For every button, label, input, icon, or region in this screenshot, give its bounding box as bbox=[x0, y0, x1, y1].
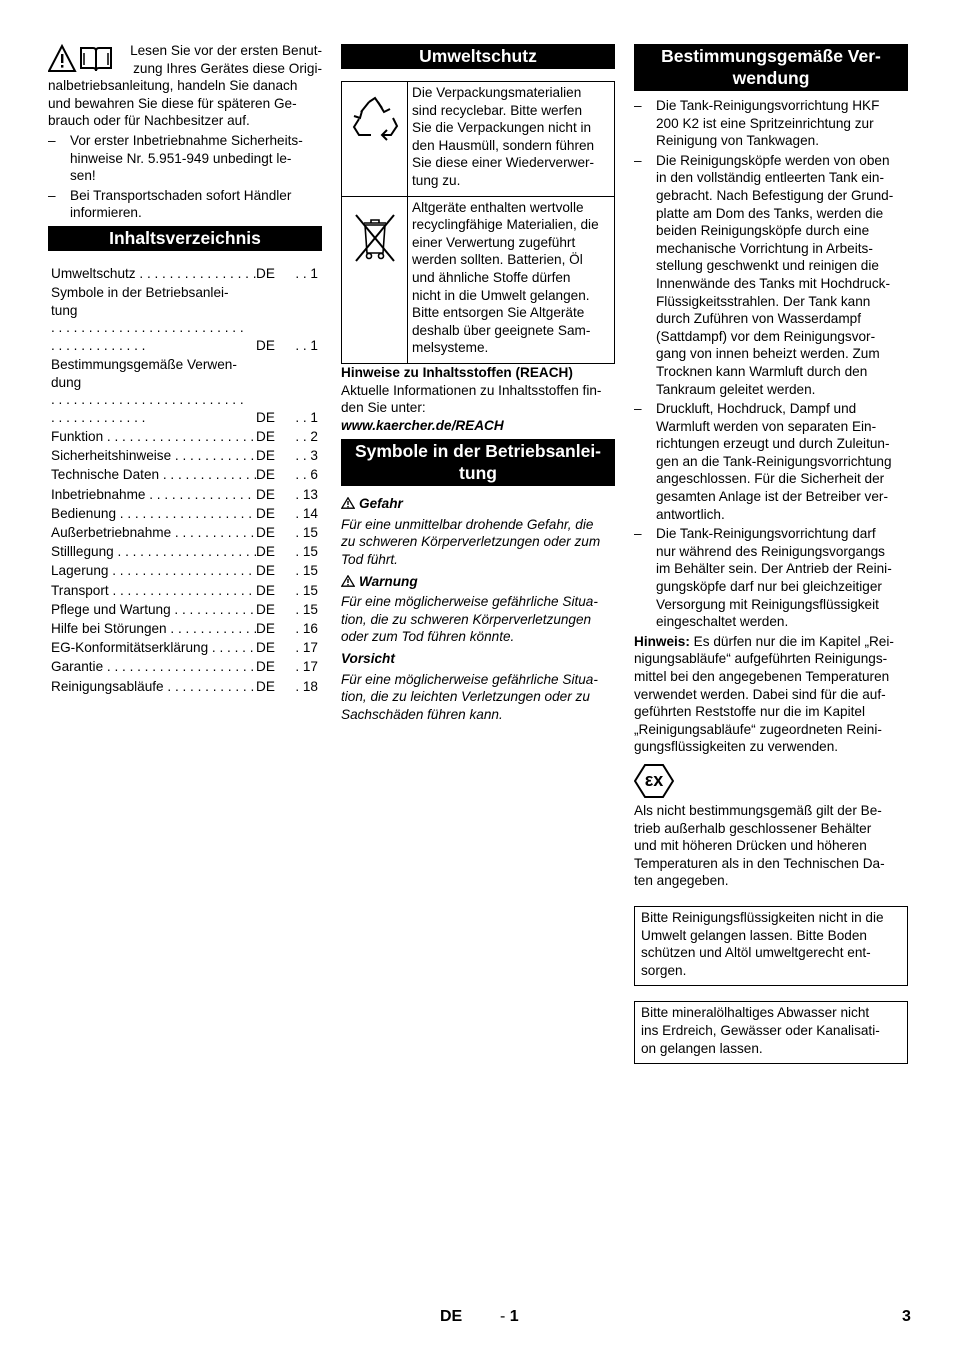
toc-title: Reinigungsabläufe . . . bbox=[51, 678, 256, 696]
toc-page: . 15 bbox=[295, 601, 318, 617]
toc-lang: DE bbox=[256, 525, 275, 540]
toc-lang: DE bbox=[256, 448, 275, 464]
toc-entry-bedienung[interactable] bbox=[51, 505, 318, 523]
intro-text: Lesen Sie vor der ersten Benut- zung Ihres Gerätes diese Origi- bbox=[130, 43, 322, 76]
caution-label: Vorsicht bbox=[341, 651, 395, 667]
list-item: – Bei Transportschaden sofort Händler informieren. bbox=[48, 187, 322, 222]
intro-bullets bbox=[48, 132, 322, 222]
reach-title: Hinweise zu Inhaltsstoffen (REACH) bbox=[341, 364, 573, 380]
toc-entry-symbole[interactable] bbox=[51, 284, 318, 354]
toc-entry-garantie[interactable] bbox=[51, 658, 318, 676]
hint-paragraph: Hinweis: Es dürfen nur die im Kapitel „Rei- nigungsabläufe“ aufgeführten Reinigungs- mittel bei den angegebenen Temperaturen verwendet werden. Dabei sind für die auf- geführten Reststoffe nur die im Kapitel „Reinigungsabläufe“ zugeordneten Reini- gungsflüssigkeiten zu verwenden. bbox=[634, 633, 894, 755]
toc-lang: DE bbox=[256, 467, 275, 483]
column-right bbox=[634, 42, 908, 1064]
footer-language: DE bbox=[440, 1308, 463, 1325]
toc-page: . 17 bbox=[295, 640, 318, 656]
toc-entry-pflege[interactable] bbox=[51, 601, 318, 619]
toc-page: . . 2 bbox=[295, 429, 318, 445]
toc-title: Bestimmungsgemäße Verwen- dung . . . bbox=[51, 356, 256, 426]
toc-lang: DE bbox=[256, 265, 275, 281]
toc-page: . 15 bbox=[295, 563, 318, 579]
warning-triangle-icon bbox=[341, 497, 355, 509]
toc-title: Garantie . . . bbox=[51, 658, 256, 676]
warning-text: Für eine möglicherweise gefährliche Situa- tion, die zu schweren Körperverletzungen oder zum Tod führen könnte. bbox=[341, 594, 598, 645]
list-item: – Vor erster Inbetriebnahme Sicherheits- hinweise Nr. 5.951-949 unbedingt le- sen! bbox=[48, 132, 322, 185]
explosion-protection-icon bbox=[634, 764, 674, 798]
footer-section-page: - 1 bbox=[500, 1308, 519, 1325]
crossed-bin-icon bbox=[352, 209, 398, 265]
toc-title: Inbetriebnahme . . . bbox=[51, 486, 256, 504]
toc-page: . 14 bbox=[295, 505, 318, 521]
recycle-text: Die Verpackungsmaterialien sind recyclebar. Bitte werfen Sie die Verpackungen nicht in den Hausmüll, sondern führen Sie diese einer Wiederverwer- tung zu. bbox=[408, 82, 615, 197]
hint-label: Hinweis: bbox=[634, 633, 690, 649]
toc-page: . . 3 bbox=[295, 448, 318, 464]
toc-title: Pflege und Wartung . . . bbox=[51, 601, 256, 619]
toc-lang: DE bbox=[256, 486, 275, 502]
list-item: – Die Reinigungsköpfe werden von oben in den vollständig entleerten Tank ein- gebracht. Nach Befestigung der Grund- platte am Dom des Tanks, werden die beiden Reinigungsköpfe durch eine mechanische Vorrichtung in Arbeits- stellung geschwenkt und reinigen die Innenwände des Tanks mit Hochdruck- Flüssigkeitsstrahlen. Der Tank kann durch Zuführen von Wasserdampf (Sattdampf) vor dem Reinigungsvor- gang von innen beheizt werden. Zum Trocknen kann Warmluft durch den Tankraum geleitet werden. bbox=[634, 152, 908, 398]
table-row bbox=[342, 82, 615, 197]
toc-page: . 15 bbox=[295, 544, 318, 560]
toc-entry-technische-daten[interactable] bbox=[51, 466, 318, 484]
toc-page: . . 1 bbox=[295, 265, 318, 281]
toc-lang: DE bbox=[256, 505, 275, 521]
intended-use-list bbox=[634, 97, 908, 631]
warning-label: Warnung bbox=[359, 573, 418, 589]
toc-entry-funktion[interactable] bbox=[51, 428, 318, 446]
toc-title: EG-Konformitätserklärung . . . bbox=[51, 639, 256, 657]
table-of-contents bbox=[48, 265, 318, 695]
symbols-heading: Symbole in der Betriebsanlei- tung bbox=[341, 439, 615, 486]
environment-table bbox=[341, 81, 615, 364]
toc-lang: DE bbox=[256, 429, 275, 445]
toc-lang: DE bbox=[256, 640, 275, 656]
column-left bbox=[48, 42, 322, 697]
toc-lang: DE bbox=[256, 620, 275, 636]
intro-block bbox=[48, 42, 322, 130]
toc-entry-ausserbetriebnahme[interactable] bbox=[51, 524, 318, 542]
toc-page: . 15 bbox=[295, 525, 318, 540]
toc-entry-inbetriebnahme[interactable] bbox=[51, 486, 318, 504]
toc-page: . . 1 bbox=[295, 337, 318, 353]
toc-title: Bedienung . . . bbox=[51, 505, 256, 523]
notice-box-liquids: Bitte Reinigungsflüssigkeiten nicht in die Umwelt gelangen lassen. Bitte Boden schützen und Altöl umweltgerecht ent- sorgen. bbox=[634, 906, 908, 986]
toc-title: Funktion . . . bbox=[51, 428, 256, 446]
list-item: – Druckluft, Hochdruck, Dampf und Warmluft werden von separaten Ein- richtungen erzeugt und durch Zuleitun- gen an die Tank-Reinigungsvorrichtung angeschlossen. Für die Sicherheit der gesamten Anlage ist der Betreiber ver- antwortlich. bbox=[634, 400, 908, 523]
toc-title: Symbole in der Betriebsanlei- tung . . . bbox=[51, 284, 256, 354]
column-middle bbox=[341, 42, 615, 723]
footer-page-number: 3 bbox=[902, 1308, 911, 1325]
list-item: – Die Tank-Reinigungsvorrichtung HKF 200 K2 ist eine Spritzeinrichtung zur Reinigung von Tankwagen. bbox=[634, 97, 908, 150]
notice-box-wastewater: Bitte mineralölhaltiges Abwasser nicht ins Erdreich, Gewässer oder Kanalisati- on gelangen lassen. bbox=[634, 1001, 908, 1064]
umweltschutz-heading: Umweltschutz bbox=[341, 44, 615, 69]
improper-use-text: Als nicht bestimmungsgemäß gilt der Be- trieb außerhalb geschlossener Behälter und mit höheren Drücken und höheren Temperaturen als in den Technischen Da- ten angegeben. bbox=[634, 802, 885, 889]
reach-link[interactable]: www.kaercher.de/REACH bbox=[341, 417, 504, 433]
toc-entry-stilllegung[interactable] bbox=[51, 543, 318, 561]
weee-text: Altgeräte enthalten wertvolle recyclingfähige Materialien, die einer Verwertung zugeführt werden sollten. Batterien, Öl und ähnliche Stoffe dürfen nicht in die Umwelt gelangen. Bitte entsorgen Sie Altgeräte deshalb über geeignete Sam- melsysteme. bbox=[408, 196, 615, 363]
caution-text: Für eine möglicherweise gefährliche Situa- tion, die zu leichten Verletzungen oder zu Sachschäden führen kann. bbox=[341, 671, 598, 722]
toc-page: . 17 bbox=[295, 659, 318, 675]
intro-text-cont: nalbetriebsanleitung, handeln Sie danach und bewahren Sie diese für späteren Ge- brauch oder für Nachbesitzer auf. bbox=[48, 78, 298, 129]
reach-text: Aktuelle Informationen zu Inhaltsstoffen fin- den Sie unter: bbox=[341, 382, 602, 416]
toc-title: Technische Daten . . . bbox=[51, 466, 256, 484]
intended-use-heading: Bestimmungsgemäße Ver- wendung bbox=[634, 44, 908, 91]
toc-title: Transport . . . bbox=[51, 582, 256, 600]
toc-page: . 15 bbox=[295, 582, 318, 598]
toc-title: Stilllegung . . . bbox=[51, 543, 256, 561]
toc-page: . 18 bbox=[295, 678, 318, 694]
toc-page: . 16 bbox=[295, 620, 318, 636]
toc-title: Lagerung . . . bbox=[51, 562, 256, 580]
danger-label: Gefahr bbox=[359, 496, 403, 512]
toc-title: Hilfe bei Störungen . . . bbox=[51, 620, 256, 638]
toc-lang: DE bbox=[256, 337, 275, 353]
toc-page: . 13 bbox=[295, 486, 318, 502]
toc-heading: Inhaltsverzeichnis bbox=[48, 226, 322, 251]
recycle-icon bbox=[349, 94, 401, 146]
warning-label-row bbox=[341, 573, 615, 591]
toc-lang: DE bbox=[256, 582, 275, 598]
toc-title: Sicherheitshinweise . . . bbox=[51, 447, 256, 465]
toc-title: Außerbetriebnahme . . . bbox=[51, 524, 256, 542]
toc-entry-konformitaet[interactable] bbox=[51, 639, 318, 657]
toc-lang: DE bbox=[256, 563, 275, 579]
toc-lang: DE bbox=[256, 409, 275, 425]
danger-text: Für eine unmittelbar drohende Gefahr, die zu schweren Körperverletzungen oder zum Tod führt. bbox=[341, 516, 601, 568]
list-item: – Die Tank-Reinigungsvorrichtung darf nur während des Reinigungsvorgangs im Behälter sein. Der Antrieb der Reini- gungsköpfe darf nur bei gleichzeitiger Versorgung mit Reinigungsflüssigkeit eingeschaltet werden. bbox=[634, 525, 908, 631]
toc-entry-transport[interactable] bbox=[51, 582, 318, 600]
toc-entry-sicherheitshinweise[interactable] bbox=[51, 447, 318, 465]
toc-title: Umweltschutz . . . bbox=[51, 265, 256, 283]
toc-entry-bestimmung[interactable] bbox=[51, 356, 318, 426]
toc-lang: DE bbox=[256, 544, 275, 560]
warning-and-manual-icon bbox=[48, 44, 114, 74]
toc-entry-lagerung[interactable] bbox=[51, 562, 318, 580]
toc-lang: DE bbox=[256, 659, 275, 675]
toc-entry-reinigungsablaeufe[interactable] bbox=[51, 678, 318, 696]
toc-entry-hilfe[interactable] bbox=[51, 620, 318, 638]
danger-label-row bbox=[341, 495, 615, 513]
warning-triangle-icon bbox=[341, 575, 355, 587]
weee-cell bbox=[342, 196, 408, 363]
recycle-cell bbox=[342, 82, 408, 197]
toc-entry-umweltschutz[interactable] bbox=[51, 265, 318, 283]
toc-page: . . 1 bbox=[295, 409, 318, 425]
table-row bbox=[342, 196, 615, 363]
toc-lang: DE bbox=[256, 678, 275, 694]
toc-page: . . 6 bbox=[295, 467, 318, 483]
toc-lang: DE bbox=[256, 601, 275, 617]
ex-symbol-text: εx bbox=[644, 769, 664, 790]
